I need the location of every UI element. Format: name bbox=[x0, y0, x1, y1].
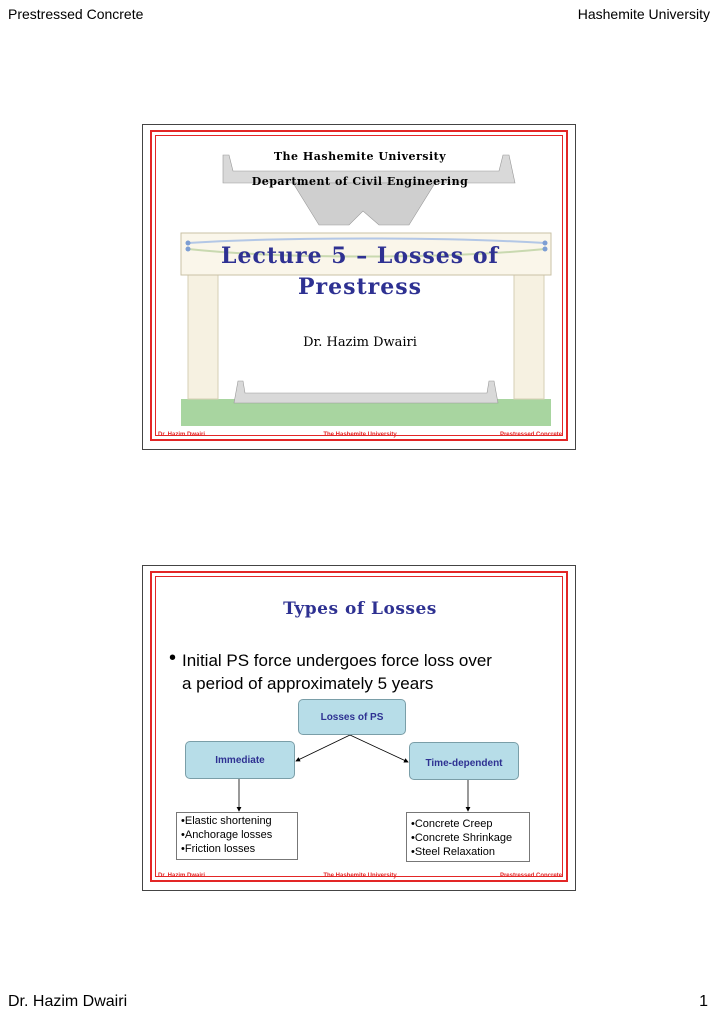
lecture-title-line-1: Lecture 5 – Losses of bbox=[221, 243, 499, 269]
list-item: •Elastic shortening bbox=[181, 815, 272, 827]
list-item: •Friction losses bbox=[181, 843, 256, 855]
slide-types-of-losses bbox=[142, 565, 576, 891]
page-footer-author: Dr. Hazim Dwairi bbox=[8, 993, 128, 1010]
list-item: •Concrete Creep bbox=[411, 818, 493, 830]
bullet-line-1: Initial PS force undergoes force loss over bbox=[182, 651, 492, 670]
author-name: Dr. Hazim Dwairi bbox=[303, 335, 417, 350]
lecture-title bbox=[203, 241, 517, 303]
page-number: 1 bbox=[699, 993, 708, 1010]
slide-footer-university: The Hashemite University bbox=[323, 873, 397, 879]
page-header-course: Prestressed Concrete bbox=[8, 6, 144, 22]
slide-footer-author: Dr. Hazim Dwairi bbox=[158, 873, 206, 879]
slide-title bbox=[142, 124, 576, 450]
bullet-marker: • bbox=[169, 647, 177, 669]
slide-footer-course: Prestressed Concrete bbox=[499, 432, 562, 438]
list-item: •Concrete Shrinkage bbox=[411, 832, 513, 844]
slide-footer-university: The Hashemite University bbox=[323, 432, 397, 438]
department-name: Department of Civil Engineering bbox=[251, 175, 469, 188]
university-name: The Hashemite University bbox=[273, 150, 447, 163]
bullet-text bbox=[182, 649, 562, 695]
immediate-losses-list bbox=[176, 812, 298, 860]
list-item: •Anchorage losses bbox=[181, 829, 273, 841]
page-header-university: Hashemite University bbox=[577, 6, 710, 22]
slide-footer-author: Dr. Hazim Dwairi bbox=[158, 432, 206, 438]
node-immediate: Immediate bbox=[185, 741, 295, 779]
lecture-title-line-2: Prestress bbox=[297, 274, 423, 300]
time-dependent-losses-list bbox=[406, 812, 530, 862]
list-item: •Steel Relaxation bbox=[411, 846, 495, 858]
slide-title: Types of Losses bbox=[283, 599, 437, 619]
slide-footer-course: Prestressed Concrete bbox=[499, 873, 562, 879]
bullet-line-2: a period of approximately 5 years bbox=[182, 674, 434, 693]
node-losses-of-ps: Losses of PS bbox=[298, 699, 406, 735]
node-time-dependent: Time-dependent bbox=[409, 742, 519, 780]
